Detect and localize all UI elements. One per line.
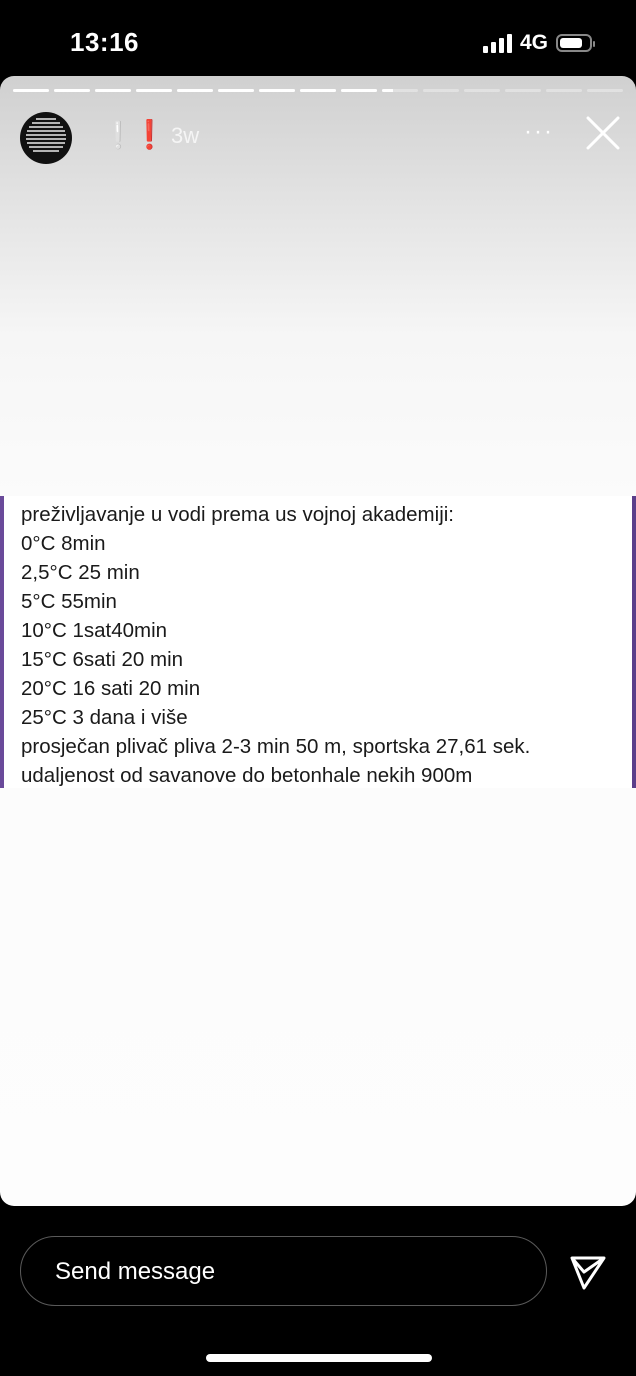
progress-segment — [464, 89, 500, 92]
battery-icon — [556, 34, 592, 52]
text-line: 25°C 3 dana i više — [21, 706, 188, 729]
text-line: 15°C 6sati 20 min — [21, 648, 184, 671]
status-bar — [0, 0, 636, 78]
progress-segment-fill — [218, 89, 254, 92]
card-left-accent — [0, 496, 4, 788]
card-right-accent — [632, 496, 636, 788]
close-button[interactable] — [584, 114, 622, 152]
story-header — [0, 110, 636, 162]
status-time: 13:16 — [70, 27, 139, 57]
progress-segment — [54, 89, 90, 92]
story-text-card — [0, 496, 636, 788]
text-line: prosječan plivač pliva 2-3 min 50 m, sportska 27,61 sek. — [21, 735, 531, 758]
story-viewer[interactable] — [0, 76, 636, 1206]
progress-segment-fill — [13, 89, 49, 92]
progress-segment — [218, 89, 254, 92]
progress-segment — [300, 89, 336, 92]
progress-segment — [505, 89, 541, 92]
progress-segment — [587, 89, 623, 92]
progress-segment — [341, 89, 377, 92]
text-line: udaljenost od savanove do betonhale nekih 900m — [21, 764, 473, 787]
text-line: 20°C 16 sati 20 min — [21, 677, 201, 700]
close-icon — [584, 114, 622, 152]
more-options-button[interactable] — [524, 118, 554, 146]
progress-segment-fill — [341, 89, 377, 92]
progress-segment-fill — [382, 89, 393, 92]
progress-segment — [13, 89, 49, 92]
status-indicators — [483, 31, 592, 55]
progress-segment-fill — [177, 89, 213, 92]
text-line: 2,5°C 25 min — [21, 561, 140, 584]
story-progress-bar — [13, 89, 623, 92]
progress-segment — [95, 89, 131, 92]
story-time-ago: 3w — [171, 123, 200, 148]
signal-icon — [483, 33, 512, 53]
progress-segment — [177, 89, 213, 92]
progress-segment — [136, 89, 172, 92]
progress-segment — [259, 89, 295, 92]
text-line: 0°C 8min — [21, 532, 106, 555]
network-type: 4G — [519, 31, 548, 54]
white-exclamation-emoji: ❕ — [102, 120, 135, 150]
send-message-input[interactable] — [53, 1237, 517, 1307]
progress-segment-fill — [136, 89, 172, 92]
red-exclamation-emoji: ❗ — [132, 119, 167, 150]
home-indicator[interactable] — [206, 1354, 432, 1362]
progress-segment — [382, 89, 418, 92]
reply-bar — [0, 1206, 636, 1376]
avatar[interactable] — [20, 112, 72, 164]
more-horizontal-icon: ··· — [524, 118, 554, 145]
progress-segment — [546, 89, 582, 92]
avatar-text-thumbnail-icon — [26, 118, 66, 158]
text-line: preživljavanje u vodi prema us vojnoj akademiji: — [21, 503, 454, 526]
send-button[interactable] — [568, 1252, 608, 1292]
text-line: 5°C 55min — [21, 590, 117, 613]
progress-segment-fill — [54, 89, 90, 92]
send-paper-plane-icon — [568, 1252, 608, 1292]
story-text — [21, 500, 530, 790]
progress-segment-fill — [300, 89, 336, 92]
progress-segment-fill — [95, 89, 131, 92]
progress-segment-fill — [259, 89, 295, 92]
progress-segment — [423, 89, 459, 92]
send-message-field[interactable] — [20, 1236, 547, 1306]
text-line: 10°C 1sat40min — [21, 619, 168, 642]
